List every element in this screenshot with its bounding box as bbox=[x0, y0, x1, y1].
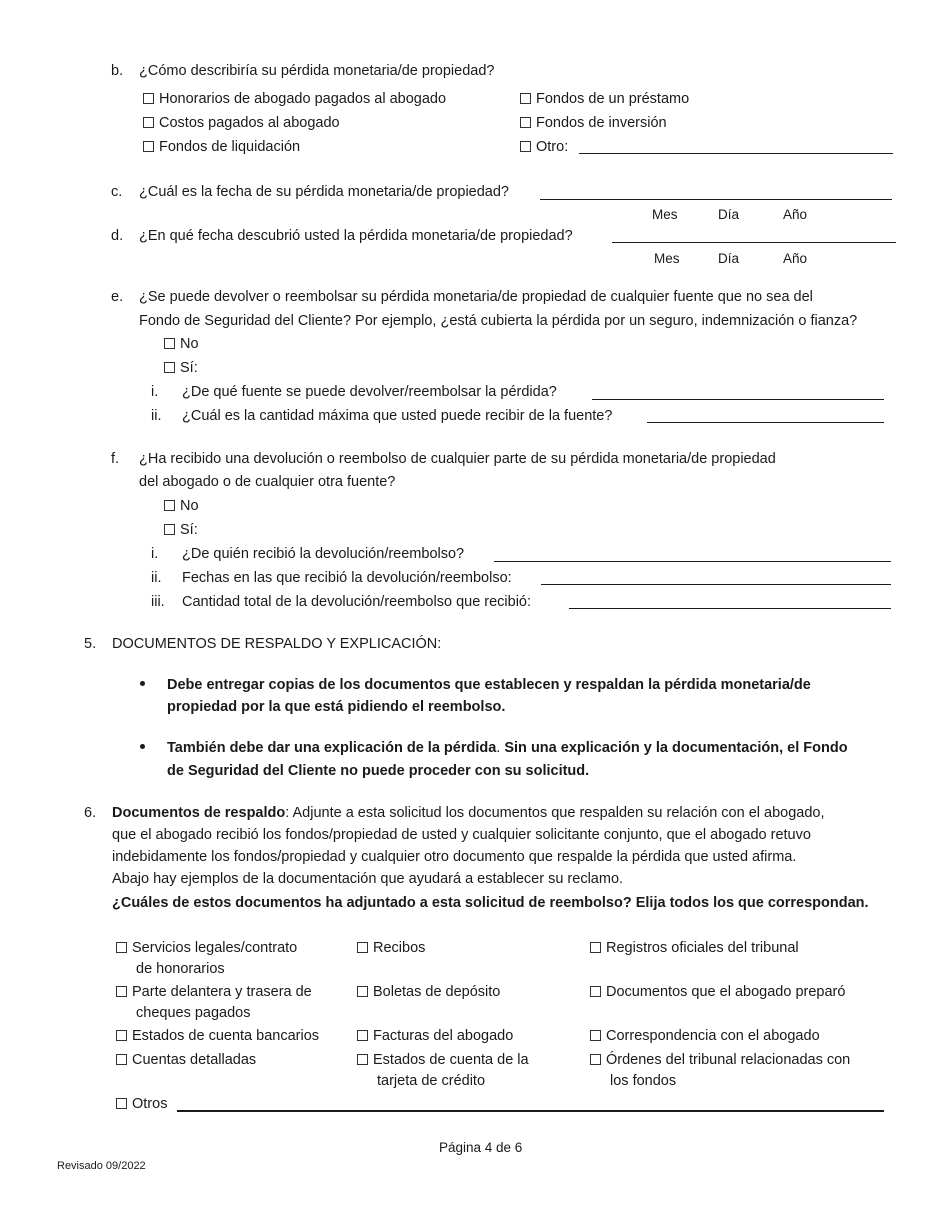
question-f-ii: Fechas en las que recibió la devolución/reembolso: bbox=[182, 570, 512, 586]
checkbox[interactable] bbox=[116, 1054, 127, 1065]
doc-option-attorney-invoices[interactable] bbox=[357, 1027, 513, 1045]
checkbox[interactable] bbox=[520, 141, 531, 152]
option-other[interactable] bbox=[520, 138, 568, 156]
question-e-line2: Fondo de Seguridad del Cliente? Por ejemplo, ¿está cubierta la pérdida por un seguro, indemnización o fianza? bbox=[139, 313, 858, 329]
checkbox[interactable] bbox=[520, 117, 531, 128]
bullet-2-line1 bbox=[167, 739, 848, 757]
option-label: Costos pagados al abogado bbox=[159, 115, 340, 131]
checkbox[interactable] bbox=[164, 362, 175, 373]
option-label: Estados de cuenta bancarios bbox=[132, 1028, 320, 1044]
doc-option-itemized-accounts[interactable] bbox=[116, 1051, 256, 1069]
sub-marker: ii. bbox=[151, 570, 162, 586]
option-label: Fondos de inversión bbox=[536, 115, 667, 131]
year-label: Año bbox=[783, 207, 808, 222]
option-label: Estados de cuenta de la bbox=[373, 1052, 529, 1068]
checkbox[interactable] bbox=[357, 942, 368, 953]
option-label-cont: tarjeta de crédito bbox=[377, 1073, 486, 1089]
checkbox[interactable] bbox=[357, 1030, 368, 1041]
doc-option-receipts[interactable] bbox=[357, 939, 425, 957]
checkbox[interactable] bbox=[164, 524, 175, 535]
doc-option-others[interactable] bbox=[116, 1095, 167, 1113]
option-label-cont: de honorarios bbox=[136, 961, 225, 977]
option-label: Boletas de depósito bbox=[373, 984, 501, 1000]
question-d: ¿En qué fecha descubrió usted la pérdida monetaria/de propiedad? bbox=[139, 228, 573, 244]
year-label: Año bbox=[783, 251, 808, 266]
refund-dates-input-line[interactable] bbox=[541, 584, 891, 585]
discovery-date-input-line[interactable] bbox=[612, 242, 896, 243]
section-6-line1-text: : Adjunte a esta solicitud los documentos que respalden su relación con el abogado, bbox=[285, 805, 825, 821]
doc-option-court-records[interactable] bbox=[590, 939, 799, 957]
option-settlement-funds[interactable] bbox=[143, 138, 300, 156]
option-f-yes[interactable] bbox=[164, 521, 198, 539]
checkbox[interactable] bbox=[116, 942, 127, 953]
item-marker-c: c. bbox=[111, 184, 123, 200]
option-label: Sí: bbox=[180, 360, 198, 376]
question-e-i: ¿De qué fuente se puede devolver/reembolsar la pérdida? bbox=[182, 384, 557, 400]
doc-option-legal-services[interactable] bbox=[116, 939, 297, 957]
checkbox[interactable] bbox=[143, 141, 154, 152]
option-f-no[interactable] bbox=[164, 497, 199, 515]
other-input-line[interactable] bbox=[579, 153, 893, 154]
option-label: Documentos que el abogado preparó bbox=[606, 984, 846, 1000]
option-label: Facturas del abogado bbox=[373, 1028, 514, 1044]
option-label: Correspondencia con el abogado bbox=[606, 1028, 820, 1044]
section-6-line4: Abajo hay ejemplos de la documentación que ayudará a establecer su reclamo. bbox=[112, 871, 624, 887]
max-amount-input-line[interactable] bbox=[647, 422, 884, 423]
doc-option-deposit-slips[interactable] bbox=[357, 983, 500, 1001]
option-e-yes[interactable] bbox=[164, 359, 198, 377]
option-label: Órdenes del tribunal relacionadas con bbox=[606, 1052, 851, 1068]
bullet-2-part-b: . bbox=[496, 740, 505, 756]
loss-date-input-line[interactable] bbox=[540, 199, 892, 200]
checkbox[interactable] bbox=[520, 93, 531, 104]
question-e-ii: ¿Cuál es la cantidad máxima que usted puede recibir de la fuente? bbox=[182, 408, 613, 424]
option-label: No bbox=[180, 498, 199, 514]
doc-option-bank-statements[interactable] bbox=[116, 1027, 319, 1045]
option-label: Recibos bbox=[373, 940, 426, 956]
bullet-2-part-c: Sin una explicación y la documentación, el Fondo bbox=[504, 740, 848, 756]
refund-total-input-line[interactable] bbox=[569, 608, 891, 609]
option-investment-funds[interactable] bbox=[520, 114, 667, 132]
sub-marker: i. bbox=[151, 546, 159, 562]
doc-option-credit-card-statements[interactable] bbox=[357, 1051, 529, 1069]
revision-date: Revisado 09/2022 bbox=[57, 1160, 146, 1172]
day-label: Día bbox=[718, 207, 740, 222]
option-label-cont: cheques pagados bbox=[136, 1005, 251, 1021]
question-f-line1: ¿Ha recibido una devolución o reembolso de cualquier parte de su pérdida monetaria/de propiedad bbox=[139, 451, 776, 467]
section-6-line2: que el abogado recibió los fondos/propiedad de usted y cualquier solicitante conjunto, que el abogado retuvo bbox=[112, 827, 811, 843]
option-label: Otros bbox=[132, 1096, 168, 1112]
checkbox[interactable] bbox=[357, 1054, 368, 1065]
section-6-line3: indebidamente los fondos/propiedad y cualquier otro documento que respalde la pérdida que usted afirma. bbox=[112, 849, 797, 865]
section-6-line1 bbox=[112, 804, 825, 822]
section-6-question: ¿Cuáles de estos documentos ha adjuntado a esta solicitud de reembolso? Elija todos los que correspondan. bbox=[112, 895, 869, 911]
day-label: Día bbox=[718, 251, 740, 266]
checkbox[interactable] bbox=[116, 986, 127, 997]
option-attorney-fees[interactable] bbox=[143, 90, 446, 108]
option-label: Fondos de liquidación bbox=[159, 139, 301, 155]
checkbox[interactable] bbox=[143, 117, 154, 128]
bullet-2-line2: de Seguridad del Cliente no puede proceder con su solicitud. bbox=[167, 763, 590, 779]
sub-marker: iii. bbox=[151, 594, 165, 610]
section-6-number: 6. bbox=[84, 805, 97, 821]
bullet-1-line2: propiedad por la que está pidiendo el reembolso. bbox=[167, 699, 506, 715]
option-label: Fondos de un préstamo bbox=[536, 91, 690, 107]
section-5-title: DOCUMENTOS DE RESPALDO Y EXPLICACIÓN: bbox=[112, 636, 442, 652]
source-input-line[interactable] bbox=[592, 399, 884, 400]
page-number: Página 4 de 6 bbox=[439, 1140, 523, 1155]
month-label: Mes bbox=[652, 207, 678, 222]
item-marker-b: b. bbox=[111, 63, 124, 79]
checkbox[interactable] bbox=[164, 500, 175, 511]
item-marker-e: e. bbox=[111, 289, 124, 305]
checkbox[interactable] bbox=[116, 1030, 127, 1041]
question-f-iii: Cantidad total de la devolución/reembolso que recibió: bbox=[182, 594, 532, 610]
checkbox[interactable] bbox=[143, 93, 154, 104]
option-label: No bbox=[180, 336, 199, 352]
sub-marker: ii. bbox=[151, 408, 162, 424]
section-6-lead: Documentos de respaldo bbox=[112, 805, 286, 821]
section-5-number: 5. bbox=[84, 636, 97, 652]
item-marker-f: f. bbox=[111, 451, 120, 467]
option-loan-funds[interactable] bbox=[520, 90, 689, 108]
checkbox[interactable] bbox=[590, 1054, 601, 1065]
bullet-icon bbox=[140, 744, 145, 749]
option-label-cont: los fondos bbox=[610, 1073, 677, 1089]
others-input-line[interactable] bbox=[177, 1110, 884, 1112]
option-label: Registros oficiales del tribunal bbox=[606, 940, 799, 956]
option-e-no[interactable] bbox=[164, 335, 199, 353]
refund-from-input-line[interactable] bbox=[494, 561, 891, 562]
option-label: Cuentas detalladas bbox=[132, 1052, 257, 1068]
bullet-2-part-a: También debe dar una explicación de la pérdida bbox=[167, 740, 497, 756]
bullet-icon bbox=[140, 681, 145, 686]
sub-marker: i. bbox=[151, 384, 159, 400]
question-b: ¿Cómo describiría su pérdida monetaria/de propiedad? bbox=[139, 63, 495, 79]
question-c: ¿Cuál es la fecha de su pérdida monetaria/de propiedad? bbox=[139, 184, 509, 200]
option-label: Servicios legales/contrato bbox=[132, 940, 298, 956]
option-label: Sí: bbox=[180, 522, 198, 538]
checkbox[interactable] bbox=[357, 986, 368, 997]
checkbox[interactable] bbox=[590, 942, 601, 953]
question-f-i: ¿De quién recibió la devolución/reembolso? bbox=[182, 546, 465, 562]
option-costs[interactable] bbox=[143, 114, 340, 132]
question-f-line2: del abogado o de cualquier otra fuente? bbox=[139, 474, 396, 490]
month-label: Mes bbox=[654, 251, 680, 266]
option-label: Otro: bbox=[536, 139, 569, 155]
checkbox[interactable] bbox=[116, 1098, 127, 1109]
checkbox[interactable] bbox=[590, 986, 601, 997]
doc-option-court-orders[interactable] bbox=[590, 1051, 850, 1069]
option-label: Parte delantera y trasera de bbox=[132, 984, 312, 1000]
doc-option-correspondence[interactable] bbox=[590, 1027, 820, 1045]
item-marker-d: d. bbox=[111, 228, 124, 244]
question-e-line1: ¿Se puede devolver o reembolsar su pérdida monetaria/de propiedad de cualquier fuente que no sea del bbox=[139, 289, 813, 305]
option-label: Honorarios de abogado pagados al abogado bbox=[159, 91, 447, 107]
checkbox[interactable] bbox=[590, 1030, 601, 1041]
bullet-1-line1: Debe entregar copias de los documentos que establecen y respaldan la pérdida monetaria/de bbox=[167, 677, 811, 693]
checkbox[interactable] bbox=[164, 338, 175, 349]
doc-option-checks[interactable] bbox=[116, 983, 312, 1001]
doc-option-attorney-documents[interactable] bbox=[590, 983, 845, 1001]
